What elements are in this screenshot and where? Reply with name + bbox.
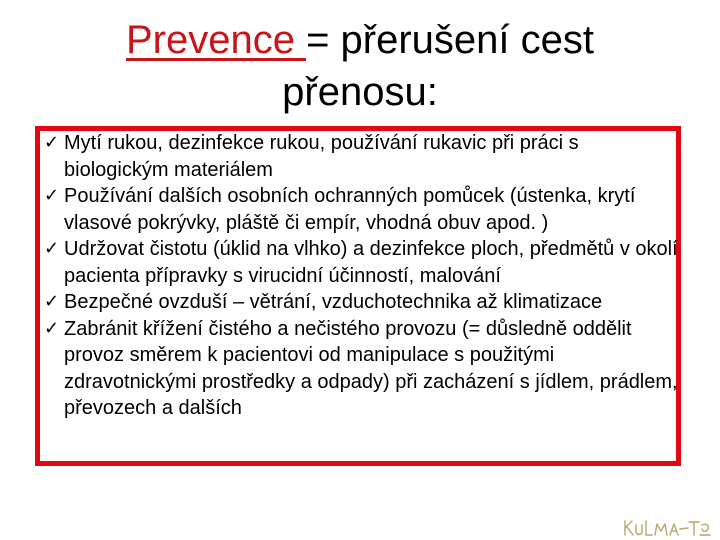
list-item xyxy=(44,183,684,236)
bullet-text: Používání dalších osobních ochranných pomůcek (ústenka, krytí vlasové pokrývky, pláště či empír, vhodná obuv apod. ) xyxy=(64,185,636,234)
bullet-text: Bezpečné ovzduší – větrání, vzduchotechnika až klimatizace xyxy=(64,291,603,313)
checkmark-icon: ✓ xyxy=(44,132,60,153)
title-highlight: Prevence xyxy=(125,18,307,62)
signature-image xyxy=(622,516,712,540)
list-item xyxy=(44,316,684,422)
list-item xyxy=(44,130,684,183)
title-rest-line2: přenosu: xyxy=(282,70,438,114)
checkmark-icon: ✓ xyxy=(44,317,60,339)
bullet-list xyxy=(44,130,684,422)
checkmark-icon: ✓ xyxy=(44,291,60,312)
list-item xyxy=(44,236,684,289)
title-rest-line1: = přerušení cest xyxy=(306,18,595,62)
slide-title xyxy=(60,14,660,118)
checkmark-icon: ✓ xyxy=(44,238,60,259)
bullet-text: Zabránit křížení čistého a nečistého provozu (= důsledně oddělit provoz směrem k pacientovi od manipulace s použitými zdravotnickými prostředky a odpady) při zacházení s jídlem, prádlem, převozech a dalších xyxy=(64,317,678,419)
bullet-text: Udržovat čistotu (úklid na vlhko) a dezinfekce ploch, předmětů v okolí pacienta přípravky s virucidní účinností, malování xyxy=(64,238,678,287)
checkmark-icon: ✓ xyxy=(44,185,60,206)
list-item xyxy=(44,289,684,316)
bullet-text: Mytí rukou, dezinfekce rukou, používání rukavic při práci s biologickým materiálem xyxy=(64,132,579,181)
